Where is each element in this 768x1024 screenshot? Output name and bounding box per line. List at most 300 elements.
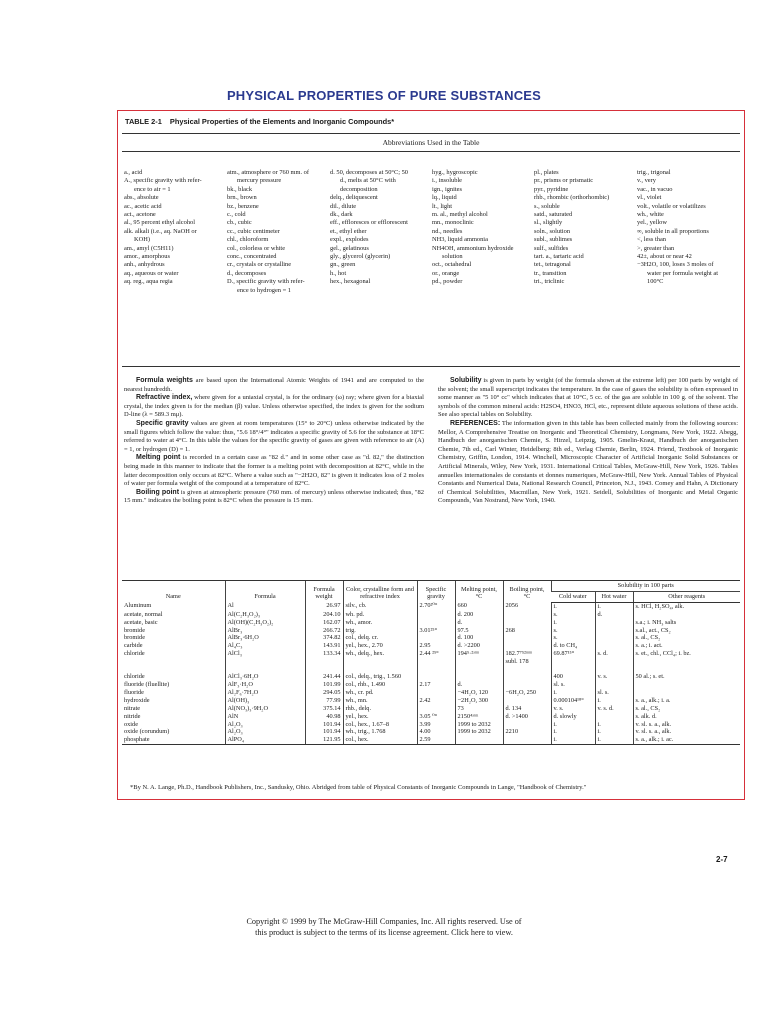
abbreviation-entry: yel., yellow: [637, 219, 667, 227]
note-text: is given at atmospheric pressure (760 mm. of mercury) unless otherwise indicated; thus, "82 15 mm." indicates the boiling point is 82°C when the pressure is 15 mm.: [124, 488, 424, 505]
cell-formula: AlCl₃: [225, 650, 305, 658]
cell-cold-water: 69.87¹⁵°: [551, 650, 595, 658]
cell-color: wh., mn.: [343, 697, 417, 705]
cell-name: nitrate: [124, 704, 141, 712]
cell-boiling-point: d. >1400: [503, 713, 551, 721]
abbreviation-entry: atm., atmosphere or 760 mm. of: [227, 169, 309, 176]
cell-color: silv., cb.: [343, 602, 417, 610]
table-row: [122, 673, 740, 681]
note-text: is given in parts by weight (of the formula shown at the extreme left) per 100 parts by weight of the solvent; the small superscript indicates the temperature. In the case of gases the solubility is often expressed in some manner as "5 10° cc" which indicates that at 10°C, 5 cc. of the gas are soluble in 100 g. of the solvent. The symbols of the common mineral acids: H2SO4, HNO3, HCl, etc., represent dilute aqueous solutions of these acids. See also special tables on Solubility.: [438, 377, 738, 419]
abbreviation-entry: water per formula weight at: [647, 269, 718, 277]
cell-specific-gravity: 4.00: [417, 728, 455, 736]
cell-boiling-point: 182.7⁷⁵²ᵐᵐ: [503, 650, 551, 658]
abbreviation-entry: conc., concentrated: [227, 253, 277, 261]
cell-hot-water: i.: [595, 602, 633, 610]
cell-color: yel., hex.: [343, 713, 417, 721]
table-row: [122, 642, 740, 650]
abbreviation-entry: al., 95 percent ethyl alcohol: [124, 219, 195, 227]
cell-name: phosphate: [122, 736, 225, 744]
cell-boiling-point: −6H₂O, 250: [503, 689, 551, 697]
cell-cold-water: d. slowly: [551, 713, 595, 721]
cell-specific-gravity: 2.17: [417, 681, 455, 689]
cell-formula-weight: 101.99: [305, 681, 343, 689]
cell-formula-weight: 204.10: [305, 611, 343, 619]
cell-hot-water: [595, 642, 633, 650]
cell-cold-water: [551, 658, 595, 666]
abbreviation-entry: hyg., hygroscopic: [432, 169, 478, 176]
column-header-name: Name: [122, 581, 225, 603]
abbreviation-entry: v., very: [637, 177, 656, 185]
cell-other-reagents: s.a.; i. NH₃ salts: [633, 619, 740, 627]
cell-boiling-point: [503, 619, 551, 627]
abbreviation-entry: cc., cubic centimeter: [227, 227, 280, 235]
cell-specific-gravity: [417, 634, 455, 642]
cell-name: nitride: [124, 712, 141, 720]
cell-cold-water: d. to CH₄: [551, 642, 595, 650]
column-header-specific-gravity: Specific gravity: [417, 581, 455, 603]
note-paragraph: [438, 377, 738, 420]
cell-formula: Al₂O₃: [225, 728, 305, 736]
abbreviation-column: [227, 169, 309, 295]
column-header-boiling-point: Boiling point, °C: [503, 581, 551, 603]
cell-hot-water: i.: [595, 721, 633, 729]
cell-other-reagents: v. sl. s. a., alk.: [633, 728, 740, 736]
cell-boiling-point: [503, 634, 551, 642]
cell-name: oxide: [124, 720, 138, 728]
column-header-solubility: Solubility in 100 parts: [551, 581, 740, 592]
abbreviation-entry: oct., octahedral: [432, 261, 472, 269]
note-lead: Formula weights: [136, 377, 193, 384]
cell-formula: Al₂F₆·7H₂O: [225, 689, 305, 697]
abbreviation-entry: solution: [442, 253, 463, 261]
abbreviation-entry: chl., chloroform: [227, 236, 269, 244]
cell-formula-weight: 26.97: [305, 602, 343, 610]
cell-specific-gravity: 2.44 ²⁵°: [417, 650, 455, 658]
cell-boiling-point: [503, 673, 551, 681]
note-lead: Refractive index,: [136, 394, 193, 402]
cell-formula-weight: 101.94: [305, 728, 343, 736]
abbreviation-entry: decomposition: [340, 185, 378, 193]
cell-cold-water: i.: [551, 736, 595, 744]
abbreviation-entry: ence to air = 1: [134, 185, 171, 193]
abbreviation-entry: pyr., pyridine: [534, 185, 569, 193]
abbreviation-entry: eff., effloresces or efflorescent: [330, 219, 408, 227]
cell-name: chloride: [124, 650, 145, 658]
cell-formula: [225, 658, 305, 666]
cell-color: col., hex., 1.67–8: [343, 721, 417, 729]
abbreviation-entry: 42±, about or near 42: [637, 253, 692, 261]
cell-boiling-point: subl. 178: [503, 658, 551, 666]
cell-specific-gravity: 3.99: [417, 721, 455, 729]
cell-color: col., hex.: [343, 736, 417, 744]
cell-boiling-point: 268: [503, 627, 551, 635]
cell-formula-weight: 40.98: [305, 713, 343, 721]
cell-other-reagents: [633, 689, 740, 697]
cell-cold-water: i.: [551, 619, 595, 627]
abbreviation-entry: hex., hexagonal: [330, 278, 371, 286]
cell-other-reagents: s.al., act., CS₂: [633, 627, 740, 635]
cell-cold-water: i.: [551, 721, 595, 729]
cell-specific-gravity: 2.70²⁰°: [417, 602, 455, 610]
cell-formula: AlF₃·H₂O: [225, 681, 305, 689]
cell-name: bromide: [124, 626, 145, 634]
note-text: values are given at room temperatures (15° to 20°C) unless otherwise indicated by the small figures which follow the value: thus, "5.6 18°/4°" indicates a specific gravity of 5.6 for the substance at 18°C referred to water at 4°C. In this table the values for the specific gravity of gases are given with reference to air (A) = 1, or hydrogen (D) = 1.: [124, 419, 424, 453]
abbreviation-column: [534, 169, 609, 287]
cell-hot-water: d.: [595, 611, 633, 619]
abbreviation-entry: >, greater than: [637, 244, 675, 252]
cell-name: fluoride (fluellite): [124, 680, 170, 688]
cell-melting-point: 73: [455, 705, 503, 713]
abbreviation-column: [124, 169, 202, 287]
note-paragraph: [124, 454, 424, 488]
cell-color: wh., delq., hex.: [343, 650, 417, 658]
cell-other-reagents: [633, 611, 740, 619]
cell-formula: Al(OH)₃: [225, 697, 305, 705]
cell-melting-point: 2150⁴ᵃᵗᵐ: [455, 713, 503, 721]
note-paragraph: [124, 377, 424, 394]
cell-color: rhb., delq.: [343, 705, 417, 713]
abbreviation-entry: dk., dark: [330, 211, 353, 219]
cell-other-reagents: s. alk. d.: [633, 713, 740, 721]
cell-specific-gravity: [417, 705, 455, 713]
abbreviation-entry: am., amyl (C5H11): [124, 244, 174, 252]
column-header-melting-point: Melting point, °C: [455, 581, 503, 603]
cell-formula: Al(OH)(C₂H₃O₂)₂: [225, 619, 305, 627]
abbreviation-entry: ac., acetic acid: [124, 202, 162, 210]
abbreviation-entry: −3H2O, 100, loses 3 moles of: [637, 261, 714, 269]
cell-hot-water: i.: [595, 697, 633, 705]
cell-other-reagents: s. al., CS₂: [633, 705, 740, 713]
cell-formula-weight: 294.05: [305, 689, 343, 697]
page-number: 2-7: [716, 855, 728, 864]
note-lead: Boiling point: [136, 488, 180, 496]
abbreviation-entry: pl., plates: [534, 169, 559, 176]
abbreviation-entry: m. al., methyl alcohol: [432, 211, 488, 219]
cell-formula: Al(NO₃)₃·9H₂O: [225, 705, 305, 713]
cell-boiling-point: 2056: [503, 602, 551, 610]
cell-formula-weight: 77.99: [305, 697, 343, 705]
note-text: is recorded in a certain case as "82 d." and in some other case as "d. 82," the distinction being made in this manner to indicate that the former is a melting point with decomposition at 82°C, while in the latter decomposition only occurs at 82°C. Where a value such as "−2H2O, 82" is given it indicates loss of 2 moles of water per formula weight of the compound at a temperature of 82°C.: [124, 454, 425, 488]
cell-boiling-point: d. 134: [503, 705, 551, 713]
cell-formula: Al(C₂H₃O₂)₃: [225, 611, 305, 619]
cell-cold-water: i.: [551, 602, 595, 610]
copyright-notice[interactable]: [0, 916, 768, 938]
abbreviation-entry: pd., powder: [432, 278, 463, 286]
cell-color: [343, 658, 417, 666]
cell-name: oxide (corundum): [124, 728, 170, 736]
note-text: The information given in this table has been collected mainly from the following sources: Mellor, A Comprehensive Treatise on Inorganic and Theoretical Chemistry, Longmans, New York, 1922. Abegg, Handbuch der anorganischen Chemie, S. Hirzel, Leipzig, 1905. Gmelin-Kraut, Handbuch der anorganischen Chemie, 7th ed., Carl Winter, Heidelberg; 8th ed., Verlag Chemie, Berlin, 1924. Friend, Textbook of Inorganic Chemistry, Griffin, London, 1914. Winchell, Microscopic Character of Artificial Inorganic Solid Substances or Artificial Minerals, Wiley, New York, 1931. International Critical Tables, McGraw-Hill, New York, 1926. Tables annuelles internationales de constants et donnes numeriques, McGraw-Hill, New York. Annual Tables of Physical Constants and Numerical Data, National Research Council, Princeton, N.J., 1943. Comey and Hahn, A Dictionary of Chemical Solubilities, Macmillan, New York, 1921. Seidell, Solubilities of Inorganic and Metal Organic Compounds, Van Nostrand, New York, 1940.: [438, 419, 738, 505]
cell-other-reagents: s. a., alk.; i. ac.: [633, 736, 740, 744]
abbreviation-entry: NH4OH, ammonium hydroxide: [432, 244, 514, 252]
abbreviation-entry: d., decomposes: [227, 269, 267, 277]
cell-specific-gravity: [417, 673, 455, 681]
cell-melting-point: d.: [455, 619, 503, 627]
table-row: [122, 602, 740, 610]
abbreviation-column: [330, 169, 408, 287]
properties-table: [122, 580, 740, 745]
abbreviation-column: [432, 169, 513, 287]
table-row: [122, 728, 740, 736]
notes-right: [438, 377, 738, 506]
note-paragraph: [438, 420, 738, 506]
abbreviation-entry: mn., monoclinic: [432, 219, 474, 227]
row-spacer: [122, 666, 740, 673]
cell-melting-point: 660: [455, 602, 503, 610]
abbreviation-entry: anh., anhydrous: [124, 261, 165, 269]
cell-boiling-point: [503, 697, 551, 705]
cell-other-reagents: s. a., alk.; i. a.: [633, 697, 740, 705]
column-header-cold-water: Cold water: [551, 591, 595, 602]
abbreviation-entry: or., orange: [432, 269, 460, 277]
cell-boiling-point: [503, 736, 551, 744]
abbreviation-entry: vac., in vacuo: [637, 185, 673, 193]
abbreviation-entry: gel., gelatinous: [330, 244, 369, 252]
abbreviation-entry: abs., absolute: [124, 194, 159, 202]
abbreviation-entry: KOH): [134, 236, 150, 244]
cell-name: chloride: [124, 673, 145, 681]
cell-formula-weight: 375.14: [305, 705, 343, 713]
abbreviation-entry: s., soluble: [534, 202, 560, 210]
column-header-formula: Formula: [225, 581, 305, 603]
cell-name: carbide: [124, 642, 143, 650]
abbreviation-entry: soln., solution: [534, 227, 571, 235]
abbreviations-title: Abbreviations Used in the Table: [382, 138, 480, 147]
cell-formula-weight: 143.91: [305, 642, 343, 650]
cell-melting-point: [455, 673, 503, 681]
abbreviation-entry: c., cold: [227, 211, 246, 219]
copyright-line: Copyright © 1999 by The McGraw-Hill Companies, Inc. All rights reserved. Use of: [246, 917, 522, 926]
column-header-hot-water: Hot water: [595, 591, 633, 602]
abbreviation-entry: <, less than: [637, 236, 666, 244]
cell-color: col., delq. cr.: [343, 634, 417, 642]
abbreviation-entry: satd., saturated: [534, 211, 573, 219]
cell-color: wh., amor.: [343, 619, 417, 627]
cell-other-reagents: 50 al.; s. et.: [633, 673, 740, 681]
note-lead: Specific gravity: [136, 419, 189, 427]
abbreviation-entry: wh., white: [637, 211, 664, 219]
cell-cold-water: 400: [551, 673, 595, 681]
table-row: [122, 658, 740, 666]
cell-formula-weight: 162.07: [305, 619, 343, 627]
abbreviation-entry: d., melts at 50°C with: [340, 177, 396, 185]
note-lead: REFERENCES:: [450, 419, 501, 427]
cell-hot-water: i.: [595, 728, 633, 736]
abbreviation-entry: sl., slightly: [534, 219, 563, 227]
cell-color: wh., cr. pd.: [343, 689, 417, 697]
table-row: [122, 619, 740, 627]
cell-melting-point: −2H₂O, 300: [455, 697, 503, 705]
abbreviation-entry: tet., tetragonal: [534, 261, 571, 269]
note-paragraph: [124, 394, 424, 420]
abbreviation-entry: 100°C: [647, 278, 664, 286]
note-lead: Melting point: [136, 454, 181, 462]
cell-specific-gravity: [417, 658, 455, 666]
cell-formula-weight: 121.95: [305, 736, 343, 744]
cell-color: col., delq., trig., 1.560: [343, 673, 417, 681]
cell-melting-point: [455, 736, 503, 744]
cell-specific-gravity: [417, 689, 455, 697]
abbreviation-entry: NH3, liquid ammonia: [432, 236, 488, 244]
abbreviation-entry: bz., benzene: [227, 202, 259, 210]
column-header-color: Color, crystalline form and refractive index: [343, 581, 417, 603]
cell-formula: AlCl₃·6H₂O: [225, 673, 305, 681]
abbreviation-entry: aq. reg., aqua regia: [124, 278, 173, 286]
cell-name: [122, 658, 225, 666]
cell-formula-weight: 266.72: [305, 627, 343, 635]
cell-hot-water: s. d.: [595, 650, 633, 658]
note-paragraph: [124, 489, 424, 506]
abbreviation-entry: ∞, soluble in all proportions: [637, 227, 709, 235]
cell-melting-point: d. 100: [455, 634, 503, 642]
cell-hot-water: v. s.: [595, 673, 633, 681]
abbreviation-entry: volt., volatile or volatilizes: [637, 202, 706, 210]
abbreviation-entry: gly., glycerol (glycerin): [330, 253, 391, 261]
abbreviation-entry: pr., prisms or prismatic: [534, 177, 594, 185]
divider: [122, 366, 740, 367]
cell-name: Aluminum: [124, 602, 152, 610]
cell-hot-water: [595, 713, 633, 721]
cell-hot-water: [595, 681, 633, 689]
abbreviation-entry: gn., green: [330, 261, 356, 269]
abbreviation-entry: mercury pressure: [237, 177, 282, 185]
abbreviation-entry: cb., cubic: [227, 219, 252, 227]
cell-cold-water: s.: [551, 634, 595, 642]
cell-formula-weight: 101.94: [305, 721, 343, 729]
cell-cold-water: v. s.: [551, 705, 595, 713]
cell-other-reagents: [633, 681, 740, 689]
cell-formula: AlBr₃: [225, 627, 305, 635]
cell-specific-gravity: 3.01²⁵°: [417, 627, 455, 635]
abbreviation-entry: act., acetone: [124, 211, 156, 219]
cell-hot-water: v. s. d.: [595, 705, 633, 713]
abbreviation-entry: brn., brown: [227, 194, 257, 202]
column-header-formula-weight: Formula weight: [305, 581, 343, 603]
cell-hot-water: [595, 627, 633, 635]
cell-formula-weight: 133.34: [305, 650, 343, 658]
cell-specific-gravity: 3.05 ⁰°: [417, 713, 455, 721]
abbreviation-entry: lt., light: [432, 202, 453, 210]
cell-formula: AlN: [225, 713, 305, 721]
abbreviation-entry: alk. alkali (i.e., aq. NaOH or: [124, 227, 197, 235]
table-row: [122, 611, 740, 619]
cell-formula: AlPO₄: [225, 736, 305, 744]
footnote: *By N. A. Lange, Ph.D., Handbook Publishers, Inc., Sandusky, Ohio. Abridged from table of Physical Constants of Inorganic Compounds in Lange, "Handbook of Chemistry.": [130, 784, 587, 791]
abbreviation-entry: h., hot: [330, 269, 347, 277]
cell-melting-point: 1999 to 2032: [455, 728, 503, 736]
cell-hot-water: [595, 658, 633, 666]
table-number: TABLE 2-1: [125, 117, 162, 126]
cell-melting-point: 97.5: [455, 627, 503, 635]
abbreviation-entry: dil., dilute: [330, 202, 357, 210]
cell-formula: Al: [225, 602, 305, 610]
cell-cold-water: s.: [551, 627, 595, 635]
cell-specific-gravity: [417, 619, 455, 627]
cell-specific-gravity: [417, 611, 455, 619]
cell-color: wh. pd.: [343, 611, 417, 619]
cell-hot-water: [595, 619, 633, 627]
abbreviation-entry: subl., sublimes: [534, 236, 573, 244]
cell-melting-point: −4H₂O, 120: [455, 689, 503, 697]
table-caption: [125, 117, 394, 126]
table-row: [122, 697, 740, 705]
cell-other-reagents: s. al., CS₂: [633, 634, 740, 642]
cell-cold-water: i.: [551, 689, 595, 697]
abbreviation-entry: tri., triclinic: [534, 278, 565, 286]
abbreviation-entry: tr., transition: [534, 269, 567, 277]
column-header-other-reagents: Other reagents: [633, 591, 740, 602]
abbreviation-column: [637, 169, 718, 287]
abbreviation-entry: d. 50, decomposes at 50°C; 50: [330, 169, 408, 176]
cell-melting-point: [455, 658, 503, 666]
abbreviation-entry: lq., liquid: [432, 194, 457, 202]
cell-other-reagents: v. sl. s. a., alk.: [633, 721, 740, 729]
divider: [122, 133, 740, 134]
abbreviation-entry: cr., crystals or crystalline: [227, 261, 292, 269]
cell-color: wh., trig., 1.768: [343, 728, 417, 736]
abbreviation-entry: trig., trigonal: [637, 169, 671, 176]
copyright-line[interactable]: this product is subject to the terms of its license agreement. Click here to view.: [255, 928, 513, 937]
table-row: [122, 650, 740, 658]
table-row: [122, 736, 740, 744]
cell-boiling-point: [503, 681, 551, 689]
table-title: Physical Properties of the Elements and Inorganic Compounds*: [169, 117, 395, 126]
abbreviation-entry: ign., ignites: [432, 185, 462, 193]
abbreviation-entry: bk., black: [227, 185, 253, 193]
cell-hot-water: [595, 634, 633, 642]
abbreviation-entry: nd., needles: [432, 227, 463, 235]
abbreviation-entry: delq., deliquescent: [330, 194, 378, 202]
cell-boiling-point: 2210: [503, 728, 551, 736]
abbreviation-entry: amor., amorphous: [124, 253, 170, 261]
note-text: are based upon the International Atomic Weights of 1941 and are computed to the nearest hundredth.: [124, 377, 424, 393]
cell-cold-water: i.: [551, 728, 595, 736]
abbreviation-entry: vl., violet: [637, 194, 662, 202]
table-row: [122, 705, 740, 713]
abbreviation-entry: expl., explodes: [330, 236, 369, 244]
cell-name: acetate, basic: [124, 618, 158, 626]
cell-formula-weight: [305, 658, 343, 666]
cell-cold-water: s.: [551, 611, 595, 619]
table-row: [122, 689, 740, 697]
abbreviation-entry: rhb., rhombic (orthorhombic): [534, 194, 610, 202]
cell-formula: Al₂O₃: [225, 721, 305, 729]
cell-melting-point: 194⁵·²ᵃᵗᵐ: [455, 650, 503, 658]
cell-boiling-point: [503, 611, 551, 619]
cell-melting-point: d. 200: [455, 611, 503, 619]
abbreviation-entry: D., specific gravity with refer-: [227, 278, 305, 286]
cell-formula: Al₄C₃: [225, 642, 305, 650]
abbreviation-entry: i., insoluble: [432, 177, 462, 185]
cell-melting-point: d. >2200: [455, 642, 503, 650]
note-lead: Solubility: [450, 377, 482, 384]
cell-melting-point: d.: [455, 681, 503, 689]
abbreviation-entry: et., ethyl ether: [330, 227, 367, 235]
abbreviation-entry: a., acid: [124, 169, 143, 176]
table-row: [122, 681, 740, 689]
abbreviation-entry: tart. a., tartaric acid: [534, 253, 584, 261]
abbreviation-entry: A., specific gravity with refer-: [124, 177, 202, 185]
page-title: PHYSICAL PROPERTIES OF PURE SUBSTANCES: [226, 88, 542, 103]
abbreviation-entry: col., colorless or white: [227, 244, 286, 252]
cell-color: trig.: [343, 627, 417, 635]
divider: [122, 151, 740, 152]
cell-melting-point: 1999 to 2032: [455, 721, 503, 729]
abbreviation-entry: sulf., sulfides: [534, 244, 569, 252]
abbreviation-entry: ence to hydrogen = 1: [237, 286, 292, 294]
table-row: [122, 713, 740, 721]
cell-name: acetate, normal: [124, 610, 163, 618]
table-row: [122, 721, 740, 729]
